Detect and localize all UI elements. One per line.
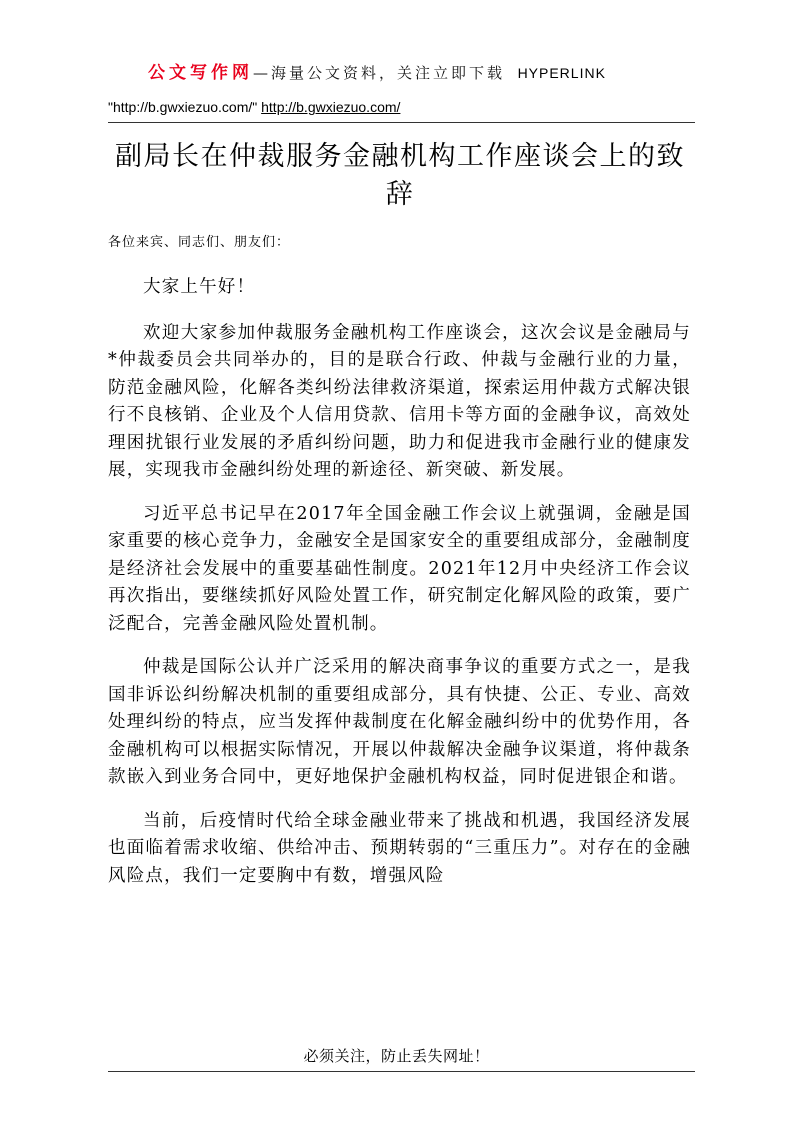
footer-notice: 必须关注，防止丢失网址！ [303, 1047, 490, 1065]
document-body [108, 274, 691, 906]
paragraph: 欢迎大家参加仲裁服务金融机构工作座谈会，这次会议是金融局与*仲裁委员会共同举办的，目的是联合行政、仲裁与金融行业的力量，防范金融风险，化解各类纠纷法律救济渠道，探索运用仲裁方式解决银行不良核销、企业及个人信用贷款、信用卡等方面的金融争议，高效处理困扰银行业发展的矛盾纠纷问题，助力和促进我市金融行业的健康发展，实现我市金融纠纷处理的新途径、新突破、新发展。 [108, 322, 691, 480]
footer-divider [108, 1071, 695, 1072]
hyperlink-field-label: HYPERLINK [517, 65, 606, 81]
site-header [148, 60, 708, 86]
hyperlink-field-code: "http://b.gwxiezuo.com/" [108, 99, 258, 115]
salutation: 各位来宾、同志们、朋友们： [108, 235, 291, 250]
paragraph: 习近平总书记早在2017年全国金融工作会议上就强调，金融是国家重要的核心竞争力，金融安全是国家安全的重要组成部分，金融制度是经济社会发展中的重要基础性制度。2021年12月中央经济工作会议再次指出，要继续抓好风险处置工作，研究制定化解风险的政策，要广泛配合，完善金融风险处置机制。 [108, 503, 691, 634]
paragraph: 当前，后疫情时代给全球金融业带来了挑战和机遇，我国经济发展也面临着需求收缩、供给冲击、预期转弱的“三重压力”。对存在的金融风险点，我们一定要胸中有数，增强风险 [108, 810, 691, 886]
paragraph: 仲裁是国际公认并广泛采用的解决商事争议的重要方式之一，是我国非诉讼纠纷解决机制的重要组成部分，具有快捷、公正、专业、高效处理纠纷的特点，应当发挥仲裁制度在化解金融纠纷中的优势作用，各金融机构可以根据实际情况，开展以仲裁解决金融争议渠道，将仲裁条款嵌入到业务合同中，更好地保护金融机构权益，同时促进银企和谐。 [108, 657, 691, 787]
site-url-line [108, 96, 708, 118]
site-brand-link[interactable]: 公文写作网 [148, 63, 253, 83]
site-tagline: —海量公文资料，关注立即下载 [253, 64, 506, 82]
header-divider [108, 122, 695, 123]
document-title: 副局长在仲裁服务金融机构工作座谈会上的致辞 [115, 141, 685, 210]
paragraph: 大家上午好！ [143, 277, 256, 297]
site-url-link[interactable]: http://b.gwxiezuo.com/ [261, 99, 401, 115]
